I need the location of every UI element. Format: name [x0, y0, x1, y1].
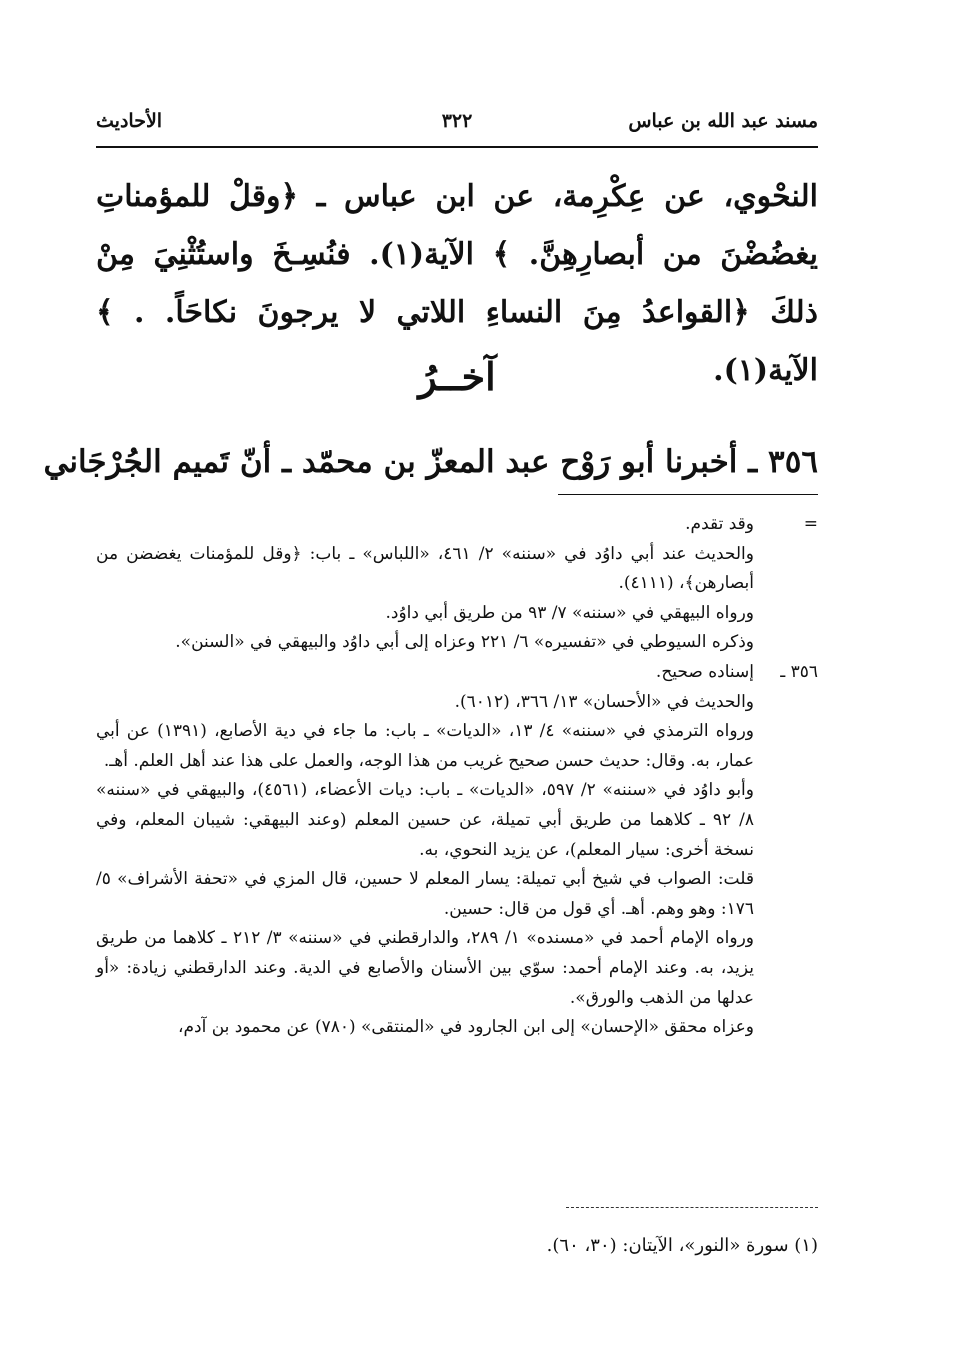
note-text: وقد تقدم.	[685, 514, 754, 534]
note-entry	[96, 540, 818, 599]
note-text: وأبو داوُد في «سننه» ٢/ ٥٩٧، «الديات» ـ باب: ديات الأعضاء، (٤٥٦١)، والبيهقي في «سننه» ٨/ ٩٢ ـ كلاهما من طريق أبي تميلة، عن حسين المعلم (وعند البيهقي: شيبان المعلم، وفي نسخة أخرى: سيار المعلم)، عن يزيد النحوي، به.	[96, 780, 754, 860]
page-number: ٣٢٢	[441, 110, 473, 132]
notes-divider	[558, 494, 818, 495]
note-marker: =	[803, 514, 818, 534]
footnote-divider	[566, 1207, 818, 1208]
note-entry	[96, 599, 818, 629]
book-title: مسند عبد الله بن عباس	[628, 110, 818, 132]
note-entry	[96, 776, 818, 865]
section-title: الأحاديث	[96, 110, 163, 132]
note-text: وعزاه محقق «الإحسان» إلى ابن الجارود في «المنتقى» (٧٨٠) عن محمود بن آدم،	[178, 1017, 754, 1038]
note-marker: ٣٥٦ ـ	[780, 661, 818, 682]
footnote: (١) سورة «النور»، الآيتان: (٣٠، ٦٠).	[546, 1235, 818, 1256]
note-text: والحديث في «الأحسان» ١٣/ ٣٦٦، (٦٠١٢).	[454, 691, 754, 712]
note-entry	[96, 865, 818, 924]
note-text: وذكره السيوطي في «تفسيره» ٦/ ٢٢١ وعزاه إلى أبي داوُد والبيهقي في «السنن».	[175, 632, 754, 653]
note-entry	[96, 658, 818, 688]
note-entry	[96, 924, 818, 1013]
note-text: ورواه الإمام أحمد في «مسنده» ١/ ٢٨٩، والدارقطني في «سننه» ٣/ ٢١٢ ـ كلاهما من طريق يزيد، به. وعند الإمام أحمد: سوّي بين الأسنان والأصابع في الدية. وعند الدارقطني زيادة: «أو عدلها من الذهب والورق».	[96, 928, 754, 1008]
note-text: قلت: الصواب في شيخ أبي تميلة: يسار المعلم لا حسين، قال المزي في «تحفة الأشراف» ٥/ ١٧٦: وهو وهم. أهـ. أي قول من قال: حسين.	[96, 869, 754, 919]
main-paragraph: النحْوي، عن عِكْرِمة، عن ابن عباس ـ ﴿وقلْ للمؤمناتِ يغضُضْنَ من أبصارِهِنَّ. ﴾ الآية(١). فنُسِـخَ واستُثْنِيَ مِنْ ذلكَ ﴿القواعدُ مِنَ النساءِ اللاتي لا يرجونَ نكاحَاً. . ﴾ الآية(١).	[96, 179, 818, 388]
section-heading: آخــرُ	[418, 354, 496, 399]
note-entry	[96, 628, 818, 658]
note-entry	[96, 510, 818, 540]
hadith-line: ٣٥٦ ـ أخبرنا أبو رَوْح عبد المعزّ بن محمّد ـ أنّ تَميم الجُرْجَاني	[43, 444, 818, 480]
note-text: إسناده صحيح.	[655, 661, 754, 682]
note-text: ورواه البيهقي في «سننه» ٧/ ٩٣ من طريق أبي داوُد.	[385, 602, 754, 623]
running-header	[96, 108, 818, 140]
note-text: والحديث عند أبي داوُد في «سننه» ٢/ ٤٦١، «اللباس» ـ باب: ﴿وقل للمؤمنات يغضضن من أبصارهن﴾، (٤١١١).	[96, 543, 754, 594]
header-divider	[96, 146, 818, 148]
note-text: ورواه الترمذي في «سننه» ٤/ ١٣، «الديات» ـ باب: ما جاء في دية الأصابع، (١٣٩١) عن أبي عمار، به. وقال: حديث حسن صحيح غريب من هذا الوجه، والعمل على هذا عند أهل العلم. أهـ.	[96, 721, 754, 771]
note-entry	[96, 1013, 818, 1043]
note-entry	[96, 688, 818, 718]
commentary-notes	[96, 510, 818, 1043]
note-entry	[96, 717, 818, 776]
